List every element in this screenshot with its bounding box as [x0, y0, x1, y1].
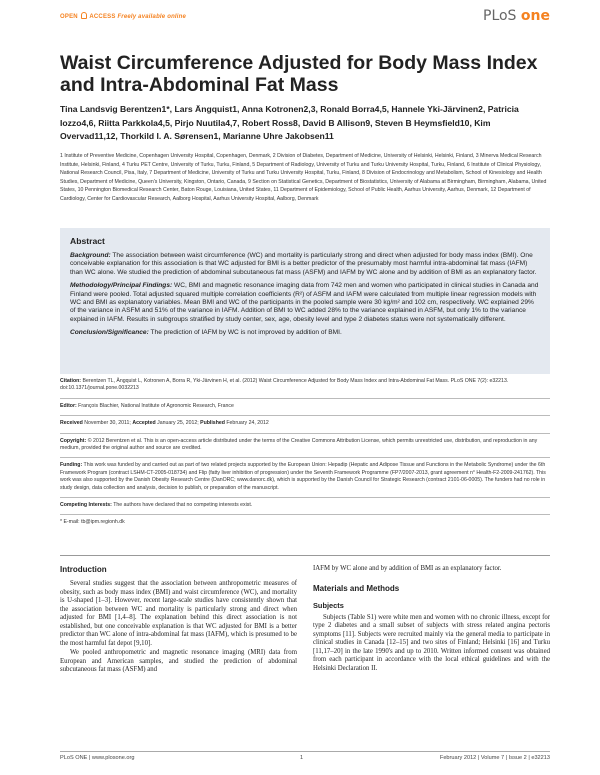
divider: [60, 497, 550, 498]
methods-text: WC, BMI and magnetic resonance imaging data from 742 men and women who participated in clinical studies in Canada and Finland were pooled. Total adjusted squared multiple correlation coefficients (R²) of ASFM and IAFM were calculated from multiple linear regression models with WC and BMI as explanatory variables. Mean BMI and WC of the participants in the pooled sample were 30 kg/m² and 102 cm, respectively. WC explained 29% of the variance in ASFM and 51% of the variance in IAFM. Addition of BMI to WC added 28% to the variance explained in ASFM, but only 1% to the variance explained in IAFM. Results in subgroups stratified by study center, sex, age, obesity level and type 2 diabetes status were not systematically different.: [70, 282, 539, 323]
subjects-heading: Subjects: [313, 600, 344, 610]
background-text: The association between waist circumference (WC) and mortality is particularly strong and direct when adjusted for body mass index (BMI). One conceivable explanation for this association is that WC adjusted for BMI is a better predictor of the presumably most harmful intra-abdominal fat mass (IAFM) than WC alone. We studied the prediction of abdominal subcutaneous fat mass (ASFM) and IAFM by WC alone and by addition of BMI as an explanatory factor.: [70, 252, 537, 276]
competing-interests: [60, 502, 550, 509]
intro-paragraph-2: We pooled anthropometric and magnetic resonance imaging (MRI) data from European and American samples, and studied the prediction of abdominal subcutaneous fat mass (ASFM) and: [60, 649, 297, 673]
editor-text: François Blachier, National Institute of Agronomic Research, France: [78, 402, 234, 409]
affiliations: 1 Institute of Preventive Medicine, Copenhagen University Hospital, Copenhagen, Denmark, 2 Division of Diabetes, Department of Medicine, University of Helsinki, Helsinki, Finland, 3 Minerva Medical Research Institute, Helsinki, Finland, 4 Turku PET Centre, University of Turku, Turku, Finland, 5 Department of Radiology, University of Turku and Turku University Hospital, Turku, Finland, 6 Institute of Clinical Physiology, National Research Council, Pisa, Italy, 7 Department of Medicine, University of Turku and Turku University Hospital, Turku, Finland, 8 Division of Endocrinology and Metabolism, School of Kinesiology and Health Studies, Department of Medicine, Queen's University, Kingston, Ontario, Canada, 9 Section on Statistical Genetics, Department of Biostatistics, University of Alabama at Birmingham, Birmingham, Alabama, United States, 10 Pennington Biomedical Research Center, Baton Rouge, Louisiana, United States, 11 Department of Epidemiology, School of Public Health, Aarhus University, Aarhus, Denmark, 12 Department of Cardiology, Center for Cardiovascular Research, Aalborg Hospital, Aarhus University Hospital, Aalborg, Denmark: [60, 153, 547, 202]
background-label: Background:: [70, 252, 111, 259]
page-number: 1: [300, 755, 304, 761]
open-access-lock-icon: [81, 12, 87, 19]
divider: [60, 433, 550, 434]
methods-label: Methodology/Principal Findings:: [70, 282, 173, 290]
divider: [60, 457, 550, 458]
section-divider: [60, 555, 550, 556]
page-footer: [60, 751, 550, 763]
abstract-conclusion: [70, 329, 540, 337]
subjects-paragraph: Subjects (Table S1) were white men and women with no chronic illness, except for type 2 diabetes and a small subset of subjects with stress related angina pectoris symptoms [11]. Subjects were recruited mainly via the general media to participate in clinical studies in Canada [12–15] and two sites of Finland; Helsinki [16] and Turku [11,17–20] in the late 1990's and up to 2010. Written informed consent was obtained from each participant in accordance with the local ethical guidelines and with the Helsinki Declaration II.: [313, 613, 550, 672]
conclusion-text: The prediction of IAFM by WC is not improved by addition of BMI.: [150, 329, 342, 337]
abstract-methods: [70, 282, 540, 324]
email: [60, 519, 550, 526]
competing-text: The authors have declared that no competing interests exist.: [113, 502, 253, 509]
published-date: February 24, 2012: [226, 420, 269, 427]
open-access-badge: [60, 12, 186, 20]
author-list: Tina Landsvig Berentzen1*, Lars Ängquist1, Anna Kotronen2,3, Ronald Borra4,5, Hannele Yki-Järvinen2, Patricia Iozzo4,6, Riitta Parkkola4,5, Pirjo Nuutila4,7, Robert Ross8, David B Allison9, Steven B Heymsfield10, Kim Overvad11,12, Thorkild I. A. Sørensen1, Marianne Uhre Jakobsen11: [60, 104, 519, 141]
right-column: [313, 565, 550, 674]
footer-issue: February 2012 | Volume 7 | Issue 2 | e32213: [439, 755, 550, 761]
plos-one-logo: [483, 8, 550, 24]
abstract-background: [70, 252, 540, 277]
conclusion-label: Conclusion/Significance:: [70, 329, 149, 337]
received-label: Received: [60, 420, 83, 427]
citation-label: Citation:: [60, 378, 82, 384]
dates: [60, 420, 550, 427]
citation-text: Berentzen TL, Ängquist L, Kotronen A, Borra R, Yki-Järvinen H, et al. (2012) Waist Circumference Adjusted for Body Mass Index and Intra-Abdominal Fat Mass. PLoS ONE 7(2): e32213. doi:10.1371/journal.pone.0032213: [60, 378, 509, 392]
divider: [60, 514, 550, 515]
article-title: Waist Circumference Adjusted for Body Mass Index and Intra-Abdominal Fat Mass: [60, 52, 538, 96]
funding-text: This work was funded by and carried out as part of two related projects supported by the European Union: Hepadip (Hepatic and Adipose Tissue and Functions in the Metabolic Syndrome) under the 6th Framework Program (contract LSHM-CT-2005-018734) and Flip (fatty liver inhibition of progression) under the Seventh Framework Programme (FP7/2007-2013, grant agreement n° Health-F2-2009-241762). This work was also supported by the Danish Obesity Research Centre (DanORC; www.danorc.dk), which is supported by the Danish Council for Strategic Research (contract 2101-06-0005). The funders had no role in study design, data collection and analysis, decision to publish, or preparation of the manuscript.: [60, 462, 546, 491]
editor: [60, 403, 550, 410]
journal-header: [60, 8, 550, 28]
published-label: Published: [200, 420, 225, 427]
divider: [60, 398, 550, 399]
introduction-heading: Introduction: [60, 565, 107, 574]
article-metadata: [60, 378, 550, 532]
plos-logo-text: PLoS: [483, 8, 517, 24]
copyright: [60, 438, 550, 453]
intro-paragraph-1: Several studies suggest that the association between anthropometric measures of obesity, such as body mass index (BMI) and waist circumference (WC), and mortality is U-shaped [1–3]. However, recent large-scale studies have consistently shown that the association between WC and mortality is particularly strong and direct when adjusted for BMI [1,4–8]. The explanation behind this direct association is not established, but one conceivable explanation is that WC adjusted for BMI is a better predictor than WC alone of intra-abdominal fat mass (IAFM), which is presumed to be the most harmful fat depot [9,10].: [60, 580, 297, 647]
accepted-date: January 25, 2012;: [157, 420, 199, 427]
methods-heading: Materials and Methods: [313, 583, 400, 593]
access-label: ACCESS: [89, 14, 116, 20]
freely-available-label: Freely available online: [117, 14, 187, 20]
email-address[interactable]: tb@ipm.regionh.dk: [81, 519, 125, 526]
open-label: OPEN: [60, 14, 78, 20]
email-label: * E-mail:: [60, 519, 80, 526]
abstract-heading: Abstract: [70, 236, 105, 246]
divider: [60, 415, 550, 416]
copyright-label: Copyright:: [60, 437, 87, 444]
left-column: [60, 565, 297, 676]
funding-label: Funding:: [60, 462, 83, 469]
abstract-box: [60, 228, 550, 374]
intro-continuation: IAFM by WC alone and by addition of BMI as an explanatory factor.: [313, 565, 502, 572]
accepted-label: Accepted: [132, 420, 156, 427]
competing-label: Competing Interests:: [60, 502, 112, 509]
editor-label: Editor:: [60, 402, 77, 409]
received-date: November 30, 2011;: [84, 420, 131, 427]
citation: [60, 378, 550, 393]
copyright-text: © 2012 Berentzen et al. This is an open-access article distributed under the terms of the Creative Commons Attribution License, which permits unrestricted use, distribution, and reproduction in any medium, provided the original author and source are credited.: [60, 437, 538, 452]
funding: [60, 462, 550, 492]
footer-journal: PLoS ONE | www.plosone.org: [60, 755, 135, 761]
one-logo-text: one: [520, 8, 550, 24]
